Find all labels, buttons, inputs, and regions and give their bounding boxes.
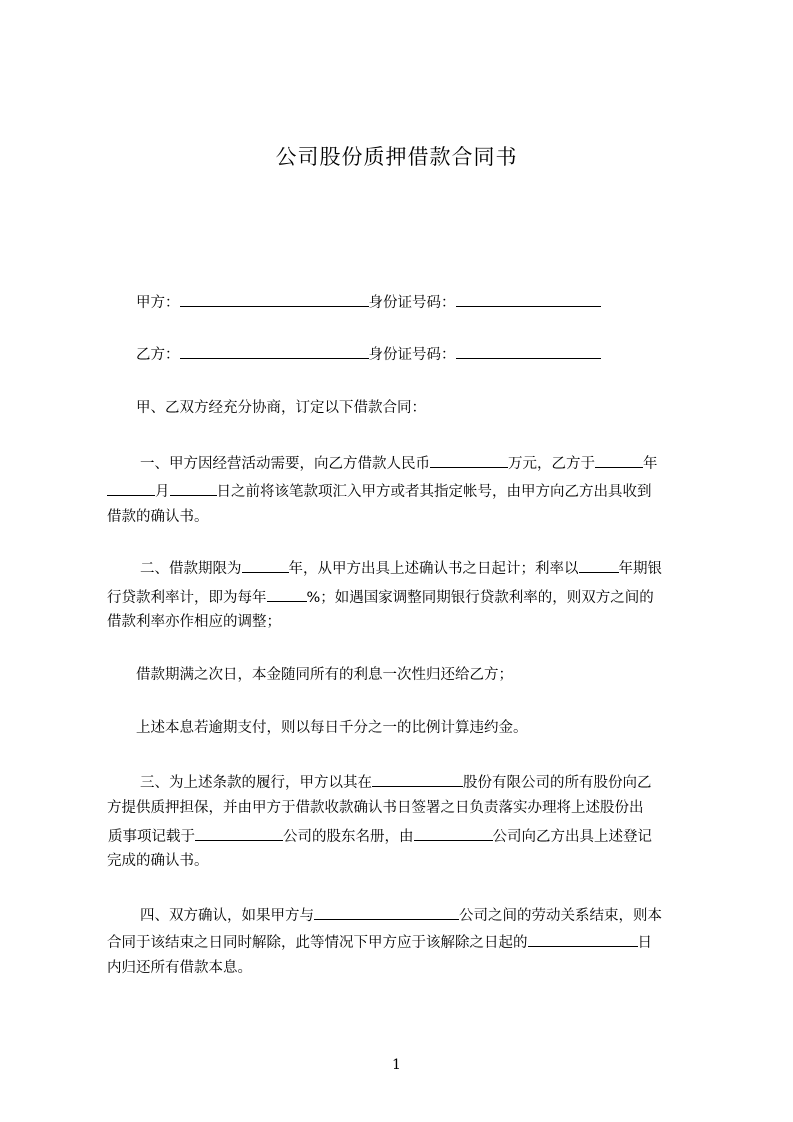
loan-day-blank[interactable] (170, 480, 217, 496)
clause3-text-e: 公司向乙方出具上述登记 (492, 829, 652, 845)
clause3-line1 (140, 771, 652, 793)
clause2-text-c: 年期银 (618, 561, 662, 577)
clause4-text-a: 四、双方确认，如果甲方与 (140, 908, 314, 924)
repay-days-blank[interactable] (528, 931, 638, 947)
party-a-id-blank[interactable] (456, 291, 601, 307)
party-a-name-blank[interactable] (180, 291, 369, 307)
issuing-company-blank[interactable] (414, 825, 493, 841)
party-b-id-label: 身份证号码： (368, 347, 456, 363)
intro-paragraph: 甲、乙双方经充分协商，订定以下借款合同： (136, 400, 426, 416)
annual-rate-blank[interactable] (267, 586, 307, 602)
page-number: 1 (392, 1057, 401, 1073)
clause2-line2 (107, 586, 654, 608)
clause2-line1 (140, 557, 662, 579)
clause1-text-a: 一、甲方因经营活动需要，向乙方借款人民币 (140, 456, 430, 472)
clause1-text-b: 万元，乙方于 (508, 456, 595, 472)
loan-month-blank[interactable] (107, 480, 155, 496)
loan-amount-blank[interactable] (430, 452, 508, 468)
loan-term-blank[interactable] (242, 557, 289, 573)
party-a-label: 甲方： (136, 295, 180, 311)
clause2-text-e: %；如遇国家调整同期银行贷款利率的，则双方之间的 (306, 590, 654, 606)
document-title: 公司股份质押借款合同书 (275, 145, 518, 169)
clause1-line1 (140, 452, 658, 474)
clause3-line3 (108, 825, 652, 847)
penalty-paragraph: 上述本息若逾期支付，则以每日千分之一的比例计算违约金。 (136, 720, 528, 736)
party-b-label: 乙方： (136, 347, 180, 363)
clause1-line2 (107, 480, 652, 502)
clause2-text-b: 年，从甲方出具上述确认书之日起计；利率以 (288, 561, 579, 577)
clause4-text-c: 合同于该结束之日同时解除，此等情况下甲方应于该解除之日起的 (107, 935, 528, 951)
clause3-text-b: 股份有限公司的所有股份向乙 (463, 775, 652, 791)
clause4-line1 (140, 904, 662, 926)
rate-term-blank[interactable] (579, 557, 619, 573)
clause3-line2: 方提供质押担保，并由甲方于借款收款确认书日签署之日负责落实办理将上述股份出 (107, 800, 644, 816)
party-b-id-blank[interactable] (456, 343, 601, 359)
registry-company-blank[interactable] (195, 825, 283, 841)
party-a-line (136, 291, 601, 313)
party-a-id-label: 身份证号码： (368, 295, 456, 311)
clause4-text-d: 日 (637, 935, 652, 951)
clause3-line4: 完成的确认书。 (107, 853, 209, 869)
clause4-line3: 内归还所有借款本息。 (107, 960, 252, 976)
clause1-line3: 借款的确认书。 (107, 509, 209, 525)
party-b-line (136, 343, 601, 365)
clause3-text-d: 公司的股东名册，由 (283, 829, 414, 845)
party-b-name-blank[interactable] (180, 343, 369, 359)
clause3-text-a: 三、为上述条款的履行，甲方以其在 (140, 775, 372, 791)
employer-company-blank[interactable] (314, 904, 459, 920)
clause2-line3: 借款利率亦作相应的调整； (107, 614, 281, 630)
loan-year-blank[interactable] (595, 452, 643, 468)
clause4-text-b: 公司之间的劳动关系结束，则本 (459, 908, 662, 924)
due-paragraph: 借款期满之次日，本金随同所有的利息一次性归还给乙方； (136, 667, 513, 683)
clause1-text-d: 月 (155, 484, 170, 500)
pledged-company-blank[interactable] (372, 771, 463, 787)
clause1-text-e: 日之前将该笔款项汇入甲方或者其指定帐号，由甲方向乙方出具收到 (216, 484, 652, 500)
clause4-line2 (107, 931, 652, 953)
clause2-text-a: 二、借款期限为 (140, 561, 242, 577)
clause1-text-c: 年 (643, 456, 658, 472)
clause3-text-c: 质事项记载于 (108, 829, 195, 845)
clause2-text-d: 行贷款利率计，即为每年 (107, 590, 267, 606)
